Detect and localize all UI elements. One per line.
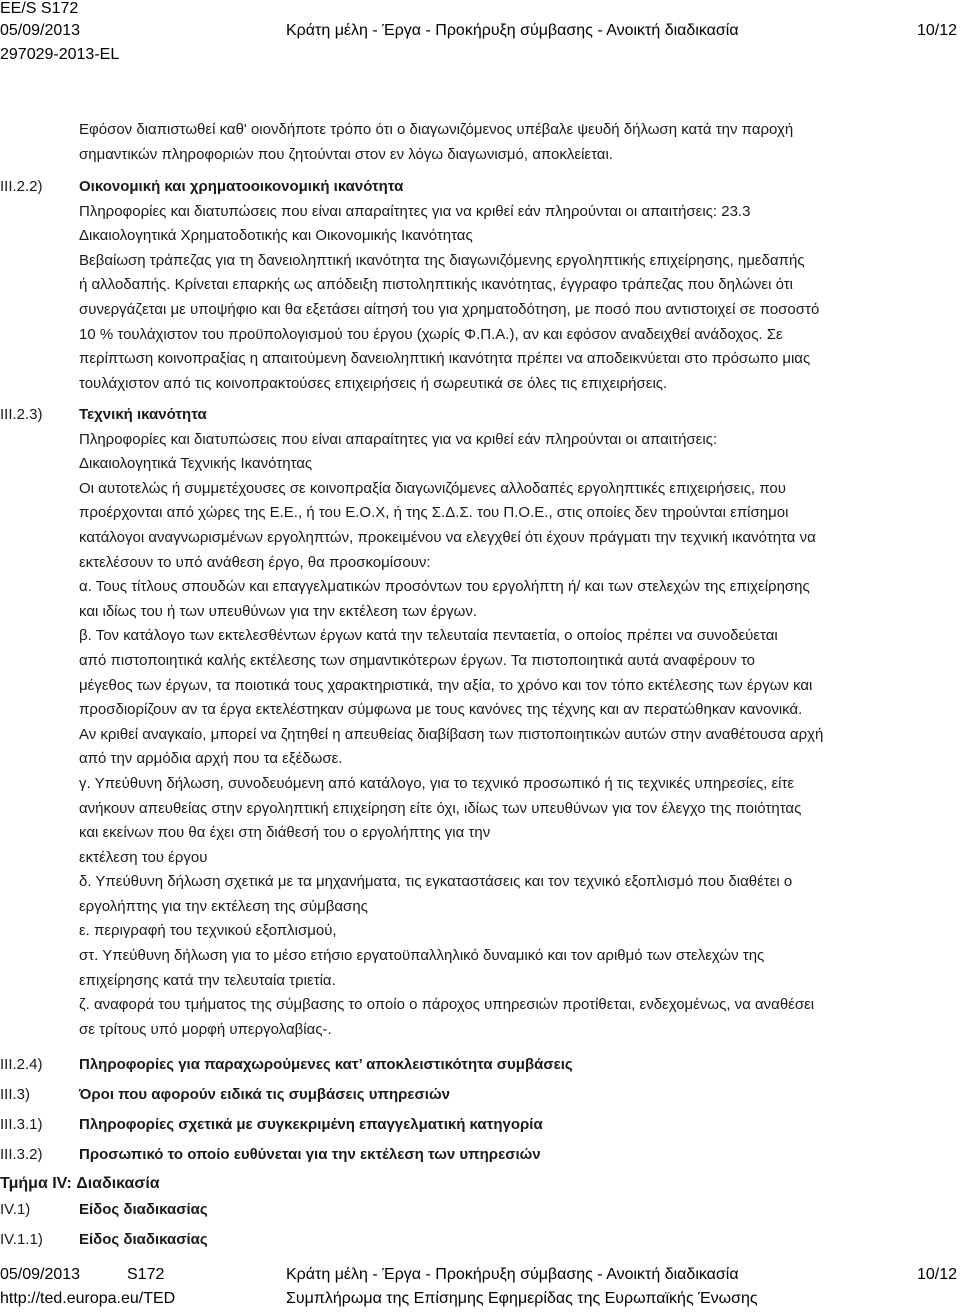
text-line: Δικαιολογητικά Χρηματοδοτικής και Οικονομικής Ικανότητας — [79, 227, 473, 245]
text-line: Οι αυτοτελώς ή συμμετέχουσες σε κοινοπραξία διαγωνιζόμενες αλλοδαπές εργοληπτικές επιχειρήσεις, που — [79, 479, 786, 497]
text-line: ή αλλοδαπής. Κρίνεται επαρκής ως απόδειξη πιστοληπτικής ικανότητας, έγγραφο τράπεζας που δηλώνει ότι — [79, 276, 793, 294]
text-line: Δικαιολογητικά Τεχνικής Ικανότητας — [79, 455, 313, 473]
text-line: προσδιορίζουν αν τα έργα εκτελέστηκαν σύμφωνα με τους κανόνες της τέχνης και αν περατώθηκαν κανονικά. — [79, 701, 803, 719]
header-date: 05/09/2013 — [0, 22, 81, 39]
text-line: Βεβαίωση τράπεζας για τη δανειοληπτική ικανότητα της διαγωνιζόμενης εργοληπτικής επιχείρησης, ημεδαπής — [79, 251, 805, 269]
text-line: σε τρίτους υπό μορφή υπεργολαβίας-. — [79, 1020, 332, 1038]
footer-title: Κράτη μέλη - Έργα - Προκήρυξη σύμβασης - Ανοικτή διαδικασία — [286, 1266, 739, 1283]
text-line: τουλάχιστον από τις κοινοπρακτούσες επιχειρήσεις ή σωρευτικά σε όλες τις επιχειρήσεις. — [79, 374, 668, 392]
text-line: συνεργάζεται με υποψήφιο και θα εξετάσει αίτησή του για χρηματοδότηση, με ποσό που αντιστοιχεί σε ποσοστό — [79, 300, 820, 318]
text-line: δ. Υπεύθυνη δήλωση σχετικά με τα μηχανήματα, τις εγκαταστάσεις και τον τεχνικό εξοπλισμό που διαθέτει ο — [79, 873, 793, 891]
text-line: μέγεθος των έργων, τα ποιοτικά τους χαρακτηριστικά, την αξία, το χρόνο και τον τόπο εκτέλεσης των έργων και — [79, 676, 813, 694]
text-line: από την αρμόδια αρχή που τα εξέδωσε. — [79, 750, 343, 768]
footer-url-link[interactable]: http://ted.europa.eu/TED — [0, 1290, 176, 1307]
section-iii-2-3 — [79, 403, 954, 1042]
text-line: και ιδίως του ή των υπευθύνων για την εκτέλεση των έργων. — [79, 602, 478, 620]
section-number: III.3) — [0, 1086, 31, 1103]
section-title: Οικονομική και χρηματοοικονομική ικανότητα — [79, 178, 404, 195]
header-title: Κράτη μέλη - Έργα - Προκήρυξη σύμβασης - Ανοικτή διαδικασία — [286, 22, 739, 39]
text-line: Πληροφορίες και διατυπώσεις που είναι απαραίτητες για να κριθεί εάν πληρούνται οι απαιτήσεις: 23.3 — [79, 202, 751, 220]
text-line: επιχείρησης κατά την τελευταία τριετία. — [79, 971, 336, 989]
text-line: β. Τον κατάλογο των εκτελεσθέντων έργων κατά την τελευταία πενταετία, ο οποίος πρέπει να συνοδεύεται — [79, 627, 778, 645]
notice-number: 297029-2013-EL — [0, 46, 120, 63]
intro-paragraph — [79, 118, 954, 167]
text-line: εκτελέσουν το υπό ανάθεση έργο, θα προσκομίσουν: — [79, 553, 431, 571]
text-line: σημαντικών πληροφοριών που ζητούνται στον εν λόγω διαγωνισμό, αποκλείεται. — [79, 145, 613, 163]
footer-page-number: 10/12 — [916, 1266, 957, 1283]
text-line: στ. Υπεύθυνη δήλωση για το μέσο ετήσιο εργατοϋπαλληλικό δυναμικό και τον αριθμό των στελεχών της — [79, 947, 765, 965]
section-number: III.2.3) — [0, 406, 43, 423]
section-title: Προσωπικό το οποίο ευθύνεται για την εκτέλεση των υπηρεσιών — [79, 1146, 541, 1163]
text-line: εργολήπτης για την εκτέλεση της σύμβασης — [79, 897, 368, 915]
doc-id: EE/S S172 — [0, 0, 79, 17]
section-number: III.3.1) — [0, 1116, 43, 1133]
text-line: από πιστοποιητικά καλής εκτέλεσης των σημαντικότερων έργων. Τα πιστοποιητικά αυτά αναφέρουν το — [79, 651, 756, 669]
text-line: ανήκουν απευθείας στην εργοληπτική επιχείρηση είτε όχι, ιδίως των υπευθύνων για τον έλεγχο της ποιότητας — [79, 799, 802, 817]
footer-code: S172 — [127, 1266, 165, 1283]
text-line: και εκείνων που θα έχει στη διάθεσή του ο εργολήπτης για την — [79, 824, 491, 842]
text-line: 10 % τουλάχιστον του προϋπολογισμού του έργου (χωρίς Φ.Π.Α.), αν και εφόσον αναδειχθεί ανάδοχος. Σε — [79, 325, 783, 343]
text-line: Εφόσον διαπιστωθεί καθ' οιονδήποτε τρόπο ότι ο διαγωνιζόμενος υπέβαλε ψευδή δήλωση κατά την παροχή — [79, 121, 794, 138]
section-number: III.3.2) — [0, 1146, 43, 1163]
section-title: Πληροφορίες για παραχωρούμενες κατ’ αποκλειστικότητα συμβάσεις — [79, 1056, 573, 1073]
text-line: προέρχονται από χώρες της Ε.Ε., ή του Ε.Ο.Χ, ή της Σ.Δ.Σ. του Π.Ο.Ε., στις οποίες δεν τηρούνται επίσημοι — [79, 504, 789, 522]
section-title: Τεχνική ικανότητα — [79, 406, 207, 423]
text-line: α. Τους τίτλους σπουδών και επαγγελματικών προσόντων του εργολήπτη ή/ και των στελεχών της επιχείρησης — [79, 578, 810, 596]
section-title: Πληροφορίες σχετικά με συγκεκριμένη επαγγελματική κατηγορία — [79, 1116, 543, 1133]
part-heading: Τμήμα IV: Διαδικασία — [0, 1175, 160, 1192]
section-number: IV.1) — [0, 1201, 31, 1218]
text-line: περίπτωση κοινοπραξίας η απαιτούμενη δανειοληπτική ικανότητα πρέπει να αποδεικνύεται στο πρόσωπο μιας — [79, 350, 811, 368]
text-line: εκτέλεση του έργου — [79, 848, 208, 866]
text-line: γ. Υπεύθυνη δήλωση, συνοδευόμενη από κατάλογο, για το τεχνικό προσωπικό ή τις τεχνικές υπηρεσίες, είτε — [79, 774, 795, 792]
text-line: κατάλογοι αναγνωρισμένων εργοληπτών, προκειμένου να ελεγχθεί ότι έχουν πράγματι την τεχνική ικανότητα να — [79, 528, 816, 546]
header-page-number: 10/12 — [916, 22, 957, 39]
text-line: ε. περιγραφή του τεχνικού εξοπλισμού, — [79, 922, 337, 940]
section-number: III.2.2) — [0, 178, 43, 195]
footer-date: 05/09/2013 — [0, 1266, 81, 1283]
section-title: Όροι που αφορούν ειδικά τις συμβάσεις υπηρεσιών — [79, 1086, 450, 1103]
text-line: ζ. αναφορά του τμήματος της σύμβασης το οποίο ο πάροχος υπηρεσιών προτίθεται, ενδεχομένως, να αναθέσει — [79, 996, 815, 1014]
section-title: Είδος διαδικασίας — [79, 1201, 208, 1218]
text-line: Πληροφορίες και διατυπώσεις που είναι απαραίτητες για να κριθεί εάν πληρούνται οι απαιτήσεις: — [79, 430, 718, 448]
section-title: Είδος διαδικασίας — [79, 1231, 208, 1248]
section-iii-2-2 — [79, 175, 954, 396]
section-number: IV.1.1) — [0, 1231, 43, 1248]
text-line: Αν κριθεί αναγκαίο, μπορεί να ζητηθεί η απευθείας διαβίβαση των πιστοποιητικών αυτών στην αναθέτουσα αρχή — [79, 725, 824, 743]
footer-subtitle: Συμπλήρωμα της Επίσημης Εφημερίδας της Ευρωπαϊκής Ένωσης — [286, 1290, 758, 1307]
section-number: III.2.4) — [0, 1056, 43, 1073]
